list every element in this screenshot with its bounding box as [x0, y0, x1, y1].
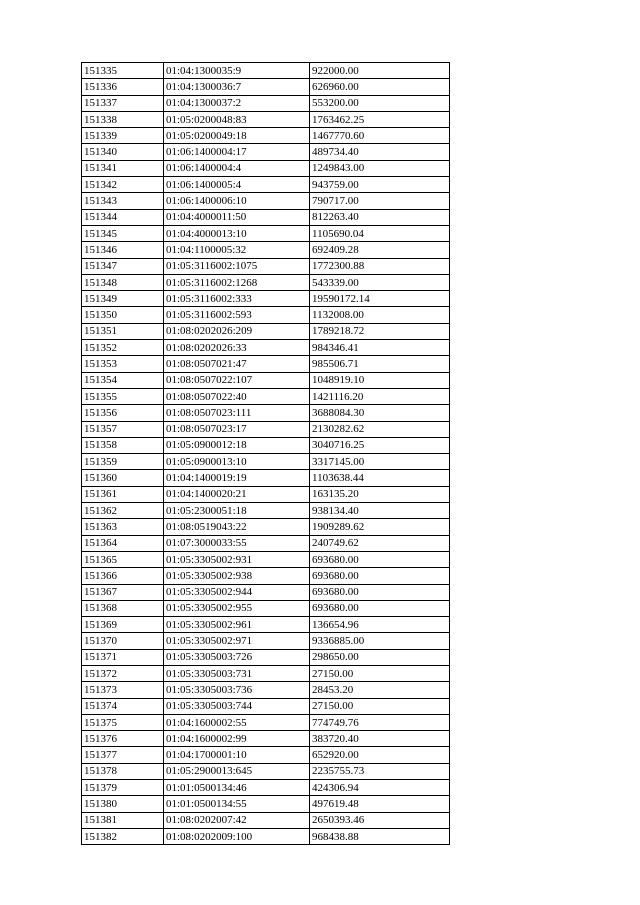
cadastral-number-cell: 01:07:3000033:55 — [164, 535, 310, 551]
table-row — [82, 323, 450, 339]
value-cell: 1105690.04 — [310, 225, 450, 241]
table-row — [82, 714, 450, 730]
cadastral-number-cell: 01:05:2900013:645 — [164, 763, 310, 779]
value-cell: 1249843.00 — [310, 160, 450, 176]
value-cell: 693680.00 — [310, 551, 450, 567]
record-number-cell: 151368 — [82, 600, 164, 616]
value-cell: 692409.28 — [310, 242, 450, 258]
table-row — [82, 665, 450, 681]
record-number-cell: 151350 — [82, 307, 164, 323]
record-number-cell: 151367 — [82, 584, 164, 600]
cadastral-number-cell: 01:04:1400020:21 — [164, 486, 310, 502]
table-row — [82, 551, 450, 567]
record-number-cell: 151371 — [82, 649, 164, 665]
record-number-cell: 151342 — [82, 177, 164, 193]
value-cell: 1789218.72 — [310, 323, 450, 339]
record-number-cell: 151339 — [82, 128, 164, 144]
record-number-cell: 151364 — [82, 535, 164, 551]
value-cell: 543339.00 — [310, 274, 450, 290]
record-number-cell: 151373 — [82, 682, 164, 698]
cadastral-number-cell: 01:05:3116002:333 — [164, 291, 310, 307]
value-cell: 812263.40 — [310, 209, 450, 225]
record-number-cell: 151357 — [82, 421, 164, 437]
value-cell: 693680.00 — [310, 600, 450, 616]
table-row — [82, 193, 450, 209]
table-row — [82, 209, 450, 225]
value-cell: 968438.88 — [310, 828, 450, 844]
value-cell: 27150.00 — [310, 698, 450, 714]
table-row — [82, 470, 450, 486]
cadastral-number-cell: 01:04:1600002:55 — [164, 714, 310, 730]
record-number-cell: 151335 — [82, 63, 164, 79]
record-number-cell: 151378 — [82, 763, 164, 779]
value-cell: 626960.00 — [310, 79, 450, 95]
record-number-cell: 151355 — [82, 388, 164, 404]
value-cell: 1772300.88 — [310, 258, 450, 274]
table-row — [82, 828, 450, 844]
table-row — [82, 503, 450, 519]
cadastral-number-cell: 01:08:0507023:111 — [164, 405, 310, 421]
record-number-cell: 151354 — [82, 372, 164, 388]
table-row — [82, 421, 450, 437]
value-cell: 652920.00 — [310, 747, 450, 763]
cadastral-number-cell: 01:05:3305002:944 — [164, 584, 310, 600]
table-row — [82, 307, 450, 323]
table-row — [82, 95, 450, 111]
table-row — [82, 144, 450, 160]
value-cell: 693680.00 — [310, 584, 450, 600]
record-number-cell: 151376 — [82, 731, 164, 747]
value-cell: 497619.48 — [310, 796, 450, 812]
record-number-cell: 151361 — [82, 486, 164, 502]
record-number-cell: 151381 — [82, 812, 164, 828]
record-number-cell: 151374 — [82, 698, 164, 714]
record-number-cell: 151370 — [82, 633, 164, 649]
table-row — [82, 405, 450, 421]
cadastral-number-cell: 01:05:3116002:593 — [164, 307, 310, 323]
table-row — [82, 535, 450, 551]
cadastral-number-cell: 01:05:3305003:731 — [164, 665, 310, 681]
table-row — [82, 437, 450, 453]
cadastral-number-cell: 01:08:0507022:107 — [164, 372, 310, 388]
value-cell: 984346.41 — [310, 340, 450, 356]
cadastral-number-cell: 01:08:0507023:17 — [164, 421, 310, 437]
record-number-cell: 151375 — [82, 714, 164, 730]
value-cell: 489734.40 — [310, 144, 450, 160]
record-number-cell: 151365 — [82, 551, 164, 567]
cadastral-number-cell: 01:08:0519043:22 — [164, 519, 310, 535]
table-row — [82, 486, 450, 502]
table-row — [82, 388, 450, 404]
table-row — [82, 519, 450, 535]
table-row — [82, 649, 450, 665]
value-cell: 3317145.00 — [310, 454, 450, 470]
cadastral-number-cell: 01:05:0900013:10 — [164, 454, 310, 470]
value-cell: 985506.71 — [310, 356, 450, 372]
record-number-cell: 151369 — [82, 617, 164, 633]
record-number-cell: 151345 — [82, 225, 164, 241]
cadastral-number-cell: 01:05:3116002:1268 — [164, 274, 310, 290]
value-cell: 3040716.25 — [310, 437, 450, 453]
cadastral-number-cell: 01:06:1400005:4 — [164, 177, 310, 193]
table-row — [82, 160, 450, 176]
cadastral-number-cell: 01:06:1400004:17 — [164, 144, 310, 160]
table-row — [82, 763, 450, 779]
cadastral-number-cell: 01:05:3305002:931 — [164, 551, 310, 567]
table-row — [82, 780, 450, 796]
record-number-cell: 151359 — [82, 454, 164, 470]
value-cell: 19590172.14 — [310, 291, 450, 307]
table-row — [82, 177, 450, 193]
record-number-cell: 151377 — [82, 747, 164, 763]
table-row — [82, 111, 450, 127]
table-row — [82, 633, 450, 649]
record-number-cell: 151362 — [82, 503, 164, 519]
table-row — [82, 617, 450, 633]
value-cell: 2130282.62 — [310, 421, 450, 437]
value-cell: 28453.20 — [310, 682, 450, 698]
table-row — [82, 291, 450, 307]
value-cell: 790717.00 — [310, 193, 450, 209]
record-number-cell: 151358 — [82, 437, 164, 453]
cadastral-number-cell: 01:06:1400006:10 — [164, 193, 310, 209]
value-cell: 424306.94 — [310, 780, 450, 796]
cadastral-number-cell: 01:05:3305002:955 — [164, 600, 310, 616]
value-cell: 298650.00 — [310, 649, 450, 665]
record-number-cell: 151351 — [82, 323, 164, 339]
cadastral-number-cell: 01:05:3116002:1075 — [164, 258, 310, 274]
record-number-cell: 151360 — [82, 470, 164, 486]
cadastral-number-cell: 01:05:0900012:18 — [164, 437, 310, 453]
table-body — [82, 63, 450, 845]
table-row — [82, 274, 450, 290]
record-number-cell: 151356 — [82, 405, 164, 421]
cadastral-number-cell: 01:08:0202026:209 — [164, 323, 310, 339]
cadastral-number-cell: 01:04:1300037:2 — [164, 95, 310, 111]
value-cell: 163135.20 — [310, 486, 450, 502]
record-number-cell: 151348 — [82, 274, 164, 290]
table-row — [82, 225, 450, 241]
cadastral-number-cell: 01:08:0202026:33 — [164, 340, 310, 356]
table-row — [82, 796, 450, 812]
record-number-cell: 151336 — [82, 79, 164, 95]
value-cell: 1132008.00 — [310, 307, 450, 323]
table-row — [82, 79, 450, 95]
table-row — [82, 584, 450, 600]
table-row — [82, 340, 450, 356]
record-number-cell: 151343 — [82, 193, 164, 209]
value-cell: 938134.40 — [310, 503, 450, 519]
table-row — [82, 682, 450, 698]
value-cell: 943759.00 — [310, 177, 450, 193]
table-row — [82, 372, 450, 388]
cadastral-number-cell: 01:05:2300051:18 — [164, 503, 310, 519]
cadastral-number-cell: 01:05:3305002:961 — [164, 617, 310, 633]
record-number-cell: 151337 — [82, 95, 164, 111]
table-row — [82, 454, 450, 470]
table-row — [82, 128, 450, 144]
record-number-cell: 151346 — [82, 242, 164, 258]
cadastral-number-cell: 01:05:3305003:736 — [164, 682, 310, 698]
cadastral-number-cell: 01:04:1300036:7 — [164, 79, 310, 95]
value-cell: 1421116.20 — [310, 388, 450, 404]
value-cell: 1103638.44 — [310, 470, 450, 486]
record-number-cell: 151353 — [82, 356, 164, 372]
value-cell: 240749.62 — [310, 535, 450, 551]
cadastral-number-cell: 01:04:1400019:19 — [164, 470, 310, 486]
table-row — [82, 356, 450, 372]
cadastral-number-cell: 01:01:0500134:55 — [164, 796, 310, 812]
value-cell: 1763462.25 — [310, 111, 450, 127]
value-cell: 9336885.00 — [310, 633, 450, 649]
cadastral-number-cell: 01:04:4000013:10 — [164, 225, 310, 241]
value-cell: 136654.96 — [310, 617, 450, 633]
record-number-cell: 151338 — [82, 111, 164, 127]
cadastral-number-cell: 01:05:3305003:744 — [164, 698, 310, 714]
record-number-cell: 151372 — [82, 665, 164, 681]
table-row — [82, 568, 450, 584]
record-number-cell: 151347 — [82, 258, 164, 274]
value-cell: 27150.00 — [310, 665, 450, 681]
cadastral-number-cell: 01:05:3305002:971 — [164, 633, 310, 649]
value-cell: 1467770.60 — [310, 128, 450, 144]
table-row — [82, 242, 450, 258]
value-cell: 1048919.10 — [310, 372, 450, 388]
cadastral-number-cell: 01:04:4000011:50 — [164, 209, 310, 225]
cadastral-number-cell: 01:05:0200048:83 — [164, 111, 310, 127]
cadastral-number-cell: 01:08:0202009:100 — [164, 828, 310, 844]
record-number-cell: 151363 — [82, 519, 164, 535]
cadastral-number-cell: 01:04:1300035:9 — [164, 63, 310, 79]
table-row — [82, 812, 450, 828]
cadastral-number-cell: 01:05:3305002:938 — [164, 568, 310, 584]
value-cell: 2650393.46 — [310, 812, 450, 828]
cadastral-number-cell: 01:01:0500134:46 — [164, 780, 310, 796]
record-number-cell: 151341 — [82, 160, 164, 176]
cadastral-number-cell: 01:04:1100005:32 — [164, 242, 310, 258]
table-row — [82, 600, 450, 616]
cadastral-number-cell: 01:05:0200049:18 — [164, 128, 310, 144]
value-cell: 383720.40 — [310, 731, 450, 747]
table-row — [82, 731, 450, 747]
table-row — [82, 258, 450, 274]
data-table — [81, 62, 450, 845]
record-number-cell: 151380 — [82, 796, 164, 812]
cadastral-number-cell: 01:05:3305003:726 — [164, 649, 310, 665]
cadastral-number-cell: 01:06:1400004:4 — [164, 160, 310, 176]
value-cell: 553200.00 — [310, 95, 450, 111]
value-cell: 3688084.30 — [310, 405, 450, 421]
record-number-cell: 151344 — [82, 209, 164, 225]
cadastral-number-cell: 01:08:0202007:42 — [164, 812, 310, 828]
cadastral-number-cell: 01:08:0507021:47 — [164, 356, 310, 372]
value-cell: 693680.00 — [310, 568, 450, 584]
table-row — [82, 698, 450, 714]
cadastral-number-cell: 01:08:0507022:40 — [164, 388, 310, 404]
value-cell: 1909289.62 — [310, 519, 450, 535]
cadastral-number-cell: 01:04:1600002:99 — [164, 731, 310, 747]
record-number-cell: 151382 — [82, 828, 164, 844]
record-number-cell: 151340 — [82, 144, 164, 160]
record-number-cell: 151352 — [82, 340, 164, 356]
value-cell: 2235755.73 — [310, 763, 450, 779]
cadastral-number-cell: 01:04:1700001:10 — [164, 747, 310, 763]
value-cell: 774749.76 — [310, 714, 450, 730]
record-number-cell: 151366 — [82, 568, 164, 584]
record-number-cell: 151349 — [82, 291, 164, 307]
record-number-cell: 151379 — [82, 780, 164, 796]
table-row — [82, 63, 450, 79]
table-row — [82, 747, 450, 763]
value-cell: 922000.00 — [310, 63, 450, 79]
